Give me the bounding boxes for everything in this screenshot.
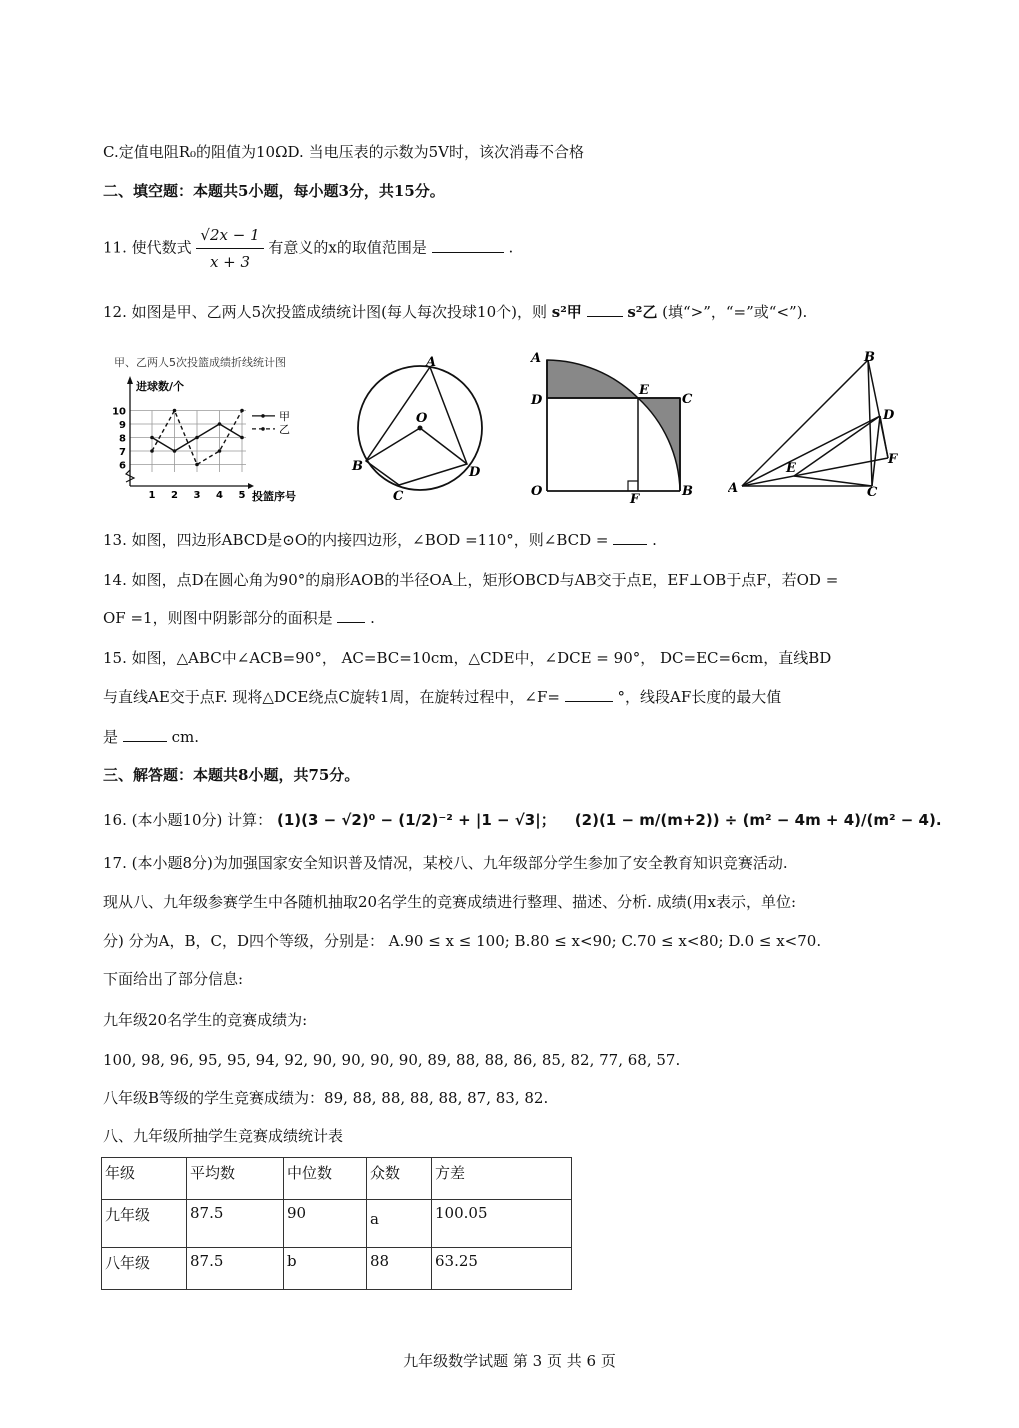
header-cell: 平均数 xyxy=(187,1158,284,1200)
question-11 xyxy=(103,222,513,275)
label-b: B xyxy=(864,350,875,365)
y-tick-label: 7 xyxy=(119,447,126,458)
table-cell: b xyxy=(284,1248,367,1290)
label-f: F xyxy=(630,492,640,507)
label-o: O xyxy=(531,484,543,499)
question-13 xyxy=(103,530,657,550)
legend-marker xyxy=(261,414,265,418)
label-f: F xyxy=(888,452,898,467)
table-cell: 90 xyxy=(284,1200,367,1248)
x-tick-label: 4 xyxy=(216,490,223,501)
label-b: B xyxy=(682,484,693,499)
legend-label: 甲 xyxy=(279,409,290,423)
shaded-region-right xyxy=(638,398,680,491)
q11-suffix: 有意义的x的取值范围是 xyxy=(268,238,427,257)
data-point xyxy=(173,449,177,453)
question-15-line-2 xyxy=(103,687,781,707)
y-tick-label: 9 xyxy=(119,420,126,431)
q14-text: OF =1，则图中阴影部分的面积是 xyxy=(103,609,333,627)
q11-end: . xyxy=(508,238,514,257)
table-cell: 100.05 xyxy=(432,1200,572,1248)
table-cell: 87.5 xyxy=(187,1200,284,1248)
q12-text: 12. 如图是甲、乙两人5次投篮成绩统计图(每人每次投球10个)，则 xyxy=(103,303,547,321)
table-cell: 八年级 xyxy=(102,1248,187,1290)
table-cell: 九年级 xyxy=(102,1200,187,1248)
x-axis-label: 投篮序号 xyxy=(252,490,296,503)
q11-answer-blank[interactable] xyxy=(432,238,504,253)
table-cell: 63.25 xyxy=(432,1248,572,1290)
label-c: C xyxy=(867,485,878,498)
y-axis-arrow xyxy=(127,376,133,384)
data-point xyxy=(218,449,222,453)
section-2-heading: 二、填空题：本题共5小题，每小题3分，共15分。 xyxy=(103,182,445,200)
q16-part-2: (2)(1 − m/(m+2)) ÷ (m² − 4m + 4)/(m² − 4). xyxy=(574,811,942,829)
label-a: A xyxy=(426,355,437,370)
data-point xyxy=(240,436,244,440)
q16-prefix: 16. (本小题10分) 计算： xyxy=(103,811,273,829)
q15-text-c: 是 xyxy=(103,728,119,746)
question-12 xyxy=(103,302,807,322)
question-16 xyxy=(103,810,942,830)
question-15-line-3 xyxy=(103,727,199,747)
data-point xyxy=(150,436,154,440)
q12-variance-yi: s²乙 xyxy=(627,303,658,321)
chart-title: 甲、乙两人5次投篮成绩折线统计图 xyxy=(114,356,286,369)
label-a: A xyxy=(531,351,542,366)
x-tick-label: 2 xyxy=(171,490,178,501)
question-17-line-1: 17. (本小题8分)为加强国家安全知识普及情况，某校八、九年级部分学生参加了安全教育知识竞赛活动. xyxy=(103,854,788,872)
q13-text: 13. 如图，四边形ABCD是⊙O的内接四边形，∠BOD =110°，则∠BCD = xyxy=(103,531,609,549)
y-tick-label: 10 xyxy=(112,406,126,418)
data-point xyxy=(173,409,177,413)
grade8-b-scores: 八年级B等级的学生竞赛成绩为：89, 88, 88, 88, 88, 87, 83, 82. xyxy=(103,1089,549,1107)
question-17-line-3: 分) 分为A，B，C，D四个等级，分别是： A.90 ≤ x ≤ 100; B.80 ≤ x<90; C.70 ≤ x<80; D.0 ≤ x<70. xyxy=(103,932,822,950)
y-tick-label: 8 xyxy=(119,433,126,445)
circle-quadrilateral-figure xyxy=(348,352,493,504)
stats-table xyxy=(101,1157,572,1290)
q12-tail: (填“>”，“=”或“<”). xyxy=(662,303,808,321)
table-cell: 87.5 xyxy=(187,1248,284,1290)
sector-rectangle-figure xyxy=(527,348,697,508)
page-footer: 九年级数学试题 第 3 页 共 6 页 xyxy=(403,1352,616,1370)
q11-numerator: √2x − 1 xyxy=(196,222,263,249)
header-cell: 年级 xyxy=(102,1158,187,1200)
header-cell: 众数 xyxy=(367,1158,432,1200)
data-point xyxy=(195,436,199,440)
label-c: C xyxy=(393,489,404,504)
table-row xyxy=(102,1248,572,1290)
q11-prefix: 11. 使代数式 xyxy=(103,238,192,257)
label-e: E xyxy=(639,383,649,398)
option-c-line: C.定值电阻R₀的阻值为10ΩD. 当电压表的示数为5V时，该次消毒不合格 xyxy=(103,143,584,161)
label-e: E xyxy=(786,461,796,476)
grade9-scores: 100, 98, 96, 95, 95, 94, 92, 90, 90, 90, 90, 89, 88, 88, 86, 85, 82, 77, 68, 57. xyxy=(103,1051,681,1069)
q15-angle-blank[interactable] xyxy=(565,687,613,702)
q15-unit: cm. xyxy=(171,728,199,746)
question-14-line-1: 14. 如图，点D在圆心角为90°的扇形AOB的半径OA上，矩形OBCD与AB交于点E，EF⊥OB于点F，若OD = xyxy=(103,571,839,589)
shaded-region-top xyxy=(547,360,638,398)
data-point xyxy=(218,422,222,426)
score-line-chart xyxy=(110,350,315,510)
q15-text-b: °，线段AF长度的最大值 xyxy=(617,688,782,706)
q15-length-blank[interactable] xyxy=(123,727,167,742)
label-d: D xyxy=(531,393,543,408)
label-o: O xyxy=(416,411,428,426)
rotating-triangles-figure xyxy=(728,348,908,498)
header-cell: 中位数 xyxy=(284,1158,367,1200)
q14-answer-blank[interactable] xyxy=(337,608,365,623)
label-a: A xyxy=(728,481,739,496)
label-d: D xyxy=(469,465,481,480)
y-axis-label: 进球数/个 xyxy=(136,380,185,393)
section-3-heading: 三、解答题：本题共8小题，共75分。 xyxy=(103,766,360,784)
question-14-line-2 xyxy=(103,608,375,628)
q16-part-1: (1)(3 − √2)⁰ − (1/2)⁻² + |1 − √3|； xyxy=(276,811,556,829)
table-cell: a xyxy=(367,1200,432,1248)
data-point xyxy=(150,449,154,453)
data-point xyxy=(195,463,199,467)
q11-denominator: x + 3 xyxy=(209,253,251,271)
q15-text-a: 与直线AE交于点F. 现将△DCE绕点C旋转1周，在旋转过程中，∠F= xyxy=(103,688,560,706)
question-17-line-4: 下面给出了部分信息: xyxy=(103,970,244,988)
q13-end: . xyxy=(652,531,657,549)
question-17-line-2: 现从八、九年级参赛学生中各随机抽取20名学生的竞赛成绩进行整理、描述、分析. 成绩(用x表示，单位: xyxy=(103,893,796,911)
table-cell: 88 xyxy=(367,1248,432,1290)
q12-answer-blank[interactable] xyxy=(587,302,623,317)
table-header-row xyxy=(102,1158,572,1200)
q12-variance-jia: s²甲 xyxy=(551,303,582,321)
x-axis-arrow xyxy=(248,483,254,489)
legend-marker xyxy=(261,427,265,431)
y-tick-label: 6 xyxy=(119,460,126,472)
label-b: B xyxy=(352,459,363,474)
header-cell: 方差 xyxy=(432,1158,572,1200)
q13-answer-blank[interactable] xyxy=(613,530,647,545)
x-tick-label: 3 xyxy=(193,490,201,501)
x-tick-label: 1 xyxy=(148,490,156,501)
x-tick-label: 5 xyxy=(238,490,246,501)
quadrilateral-abcd xyxy=(366,367,467,485)
table-row xyxy=(102,1200,572,1248)
data-point xyxy=(240,409,244,413)
label-c: C xyxy=(682,392,693,407)
legend-label: 乙 xyxy=(279,422,290,436)
question-17-line-5: 九年级20名学生的竞赛成绩为: xyxy=(103,1011,308,1029)
label-d: D xyxy=(883,408,895,423)
question-15-line-1: 15. 如图，△ABC中∠ACB=90°， AC=BC=10cm，△CDE中，∠DCE = 90°， DC=EC=6cm，直线BD xyxy=(103,649,832,667)
q14-end: . xyxy=(370,609,375,627)
table-title: 八、九年级所抽学生竞赛成绩统计表 xyxy=(103,1127,344,1145)
q11-fraction xyxy=(196,222,263,275)
